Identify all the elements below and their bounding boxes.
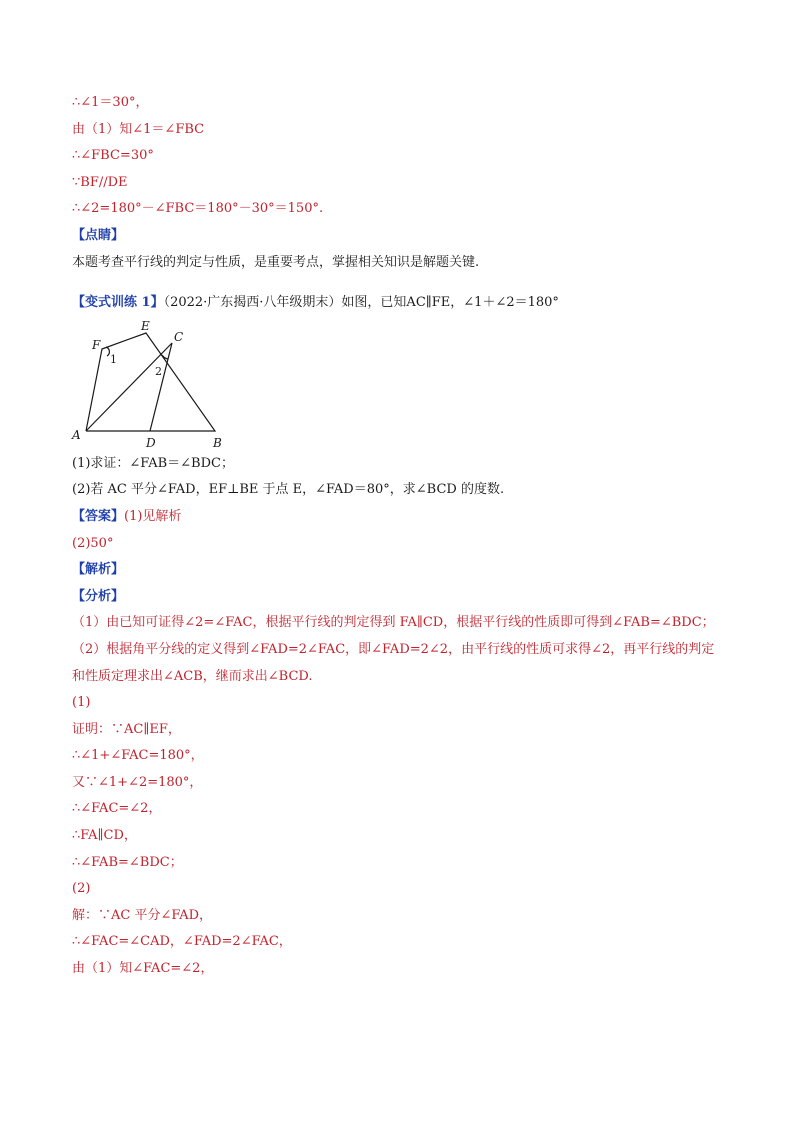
angle-1-arc: [106, 347, 109, 356]
text-line: ∴∠FAB=∠BDC；: [72, 854, 183, 870]
text-line: ∴∠FAC=∠2，: [72, 801, 162, 817]
label-b: B: [213, 435, 222, 450]
section-heading: 【分析】: [72, 588, 125, 604]
geometry-diagram: [70, 319, 230, 451]
outline-path: [86, 333, 215, 431]
text-line: 解：∵AC 平分∠FAD，: [72, 907, 213, 923]
answer-line: [72, 504, 732, 531]
label-c: C: [174, 329, 184, 344]
text-line: 由（1）知∠1＝∠FBC: [72, 121, 205, 137]
text-line: ∴∠FBC=30°: [72, 148, 154, 164]
analysis-line: （1）由已知可证得∠2=∠FAC，根据平行线的判定得到 FA∥CD，根据平行线的性质即可得到∠FAB=∠BDC；: [72, 615, 715, 631]
solution-continuation: [72, 90, 732, 276]
question-1: (1)求证：∠FAB＝∠BDC；: [72, 455, 234, 471]
text-line: (2): [72, 881, 91, 897]
answer-2: (2)50°: [72, 535, 114, 551]
text-line: 本题考查平行线的判定与性质，是重要考点，掌握相关知识是解题关键.: [72, 254, 480, 270]
text-line: ∵BF//DE: [72, 174, 128, 190]
exercise-title: [72, 290, 732, 317]
label-angle-1: 1: [110, 352, 117, 366]
label-a: A: [72, 427, 81, 442]
text-line: ∴∠1+∠FAC=180°，: [72, 748, 204, 764]
segment-ac: [86, 343, 172, 431]
text-line: ∴∠FAC=∠CAD，∠FAD=2∠FAC，: [72, 934, 292, 950]
label-f: F: [92, 337, 101, 352]
exercise-tag: 【变式训练 1】: [72, 295, 164, 311]
exercise-body: [72, 451, 732, 983]
section-heading: 【解析】: [72, 562, 125, 578]
text-line: 证明：∵AC∥EF，: [72, 721, 181, 737]
label-d: D: [146, 435, 156, 450]
text-line: (1): [72, 695, 91, 711]
analysis-line: 和性质定理求出∠ACB，继而求出∠BCD.: [72, 668, 313, 684]
text-line: 由（1）知∠FAC=∠2，: [72, 961, 214, 977]
label-e: E: [141, 318, 150, 333]
geometry-figure: [70, 319, 230, 451]
text-line: 又∵∠1+∠2=180°，: [72, 774, 203, 790]
question-2: (2)若 AC 平分∠FAD，EF⊥BE 于点 E，∠FAD＝80°，求∠BCD 的度数.: [72, 482, 505, 498]
text-line: ∴∠1＝30°，: [72, 95, 149, 110]
document-page: [72, 90, 732, 983]
segment-dc: [150, 343, 172, 431]
angle-2-arc: [162, 355, 168, 359]
exercise-text: （2022·广东揭西·八年级期末）如图，已知AC∥FE，∠1＋∠2＝180°: [163, 295, 559, 311]
section-heading: 【点睛】: [72, 227, 125, 243]
answer-text: (1)见解析: [124, 508, 182, 524]
answer-tag: 【答案】: [72, 508, 125, 524]
analysis-line: （2）根据角平分线的定义得到∠FAD=2∠FAC，即∠FAD=2∠2，由平行线的性质可求得∠2，再平行线的判定: [72, 641, 715, 657]
text-line: ∴∠2=180°－∠FBC＝180°－30°＝150°.: [72, 201, 324, 217]
label-angle-2: 2: [155, 364, 162, 378]
text-line: ∴FA∥CD，: [72, 828, 137, 844]
